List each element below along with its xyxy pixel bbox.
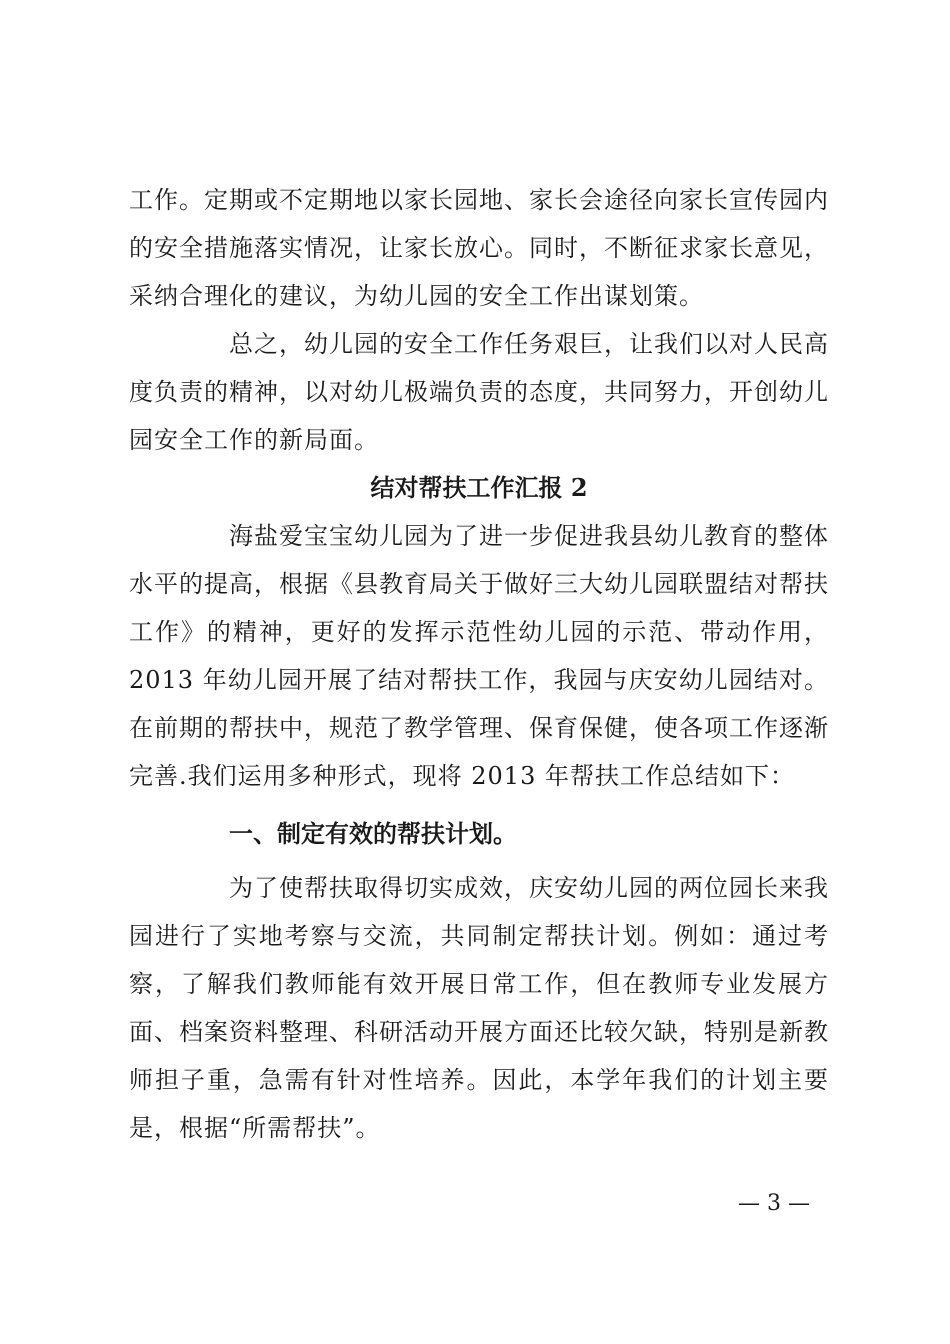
- paragraph-continuation: 工作。定期或不定期地以家长园地、家长会途径向家长宣传园内的安全措施落实情况，让家长放心。同时，不断征求家长意见，采纳合理化的建议，为幼儿园的安全工作出谋划策。: [129, 186, 829, 310]
- paragraph-conclusion: 总之，幼儿园的安全工作任务艰巨，让我们以对人民高度负责的精神，以对幼儿极端负责的态度，共同努力，开创幼儿园安全工作的新局面。: [129, 330, 829, 454]
- paragraph-intro: 海盐爱宝宝幼儿园为了进一步促进我县幼儿教育的整体水平的提高，根据《县教育局关于做好三大幼儿园联盟结对帮扶工作》的精神，更好的发挥示范性幼儿园的示范、带动作用，2013 年幼儿园开展了结对帮扶工作，我园与庆安幼儿园结对。在前期的帮扶中，规范了教学管理、保育保健，使各项工作逐渐完善.我们运用多种形式，现将 2013 年帮扶工作总结如下：: [129, 522, 829, 790]
- paragraph-plan: 为了使帮扶取得切实成效，庆安幼儿园的两位园长来我园进行了实地考察与交流，共同制定帮扶计划。例如：通过考察，了解我们教师能有效开展日常工作，但在教师专业发展方面、档案资料整理、科研活动开展方面还比较欠缺，特别是新教师担子重，急需有针对性培养。因此，本学年我们的计划主要是，根据“所需帮扶”。: [129, 874, 829, 1142]
- document-title: 结对帮扶工作汇报 2: [370, 473, 588, 502]
- document-body: [129, 176, 829, 1152]
- page-number: — 3 —: [738, 1191, 810, 1216]
- section-heading-1: 一、制定有效的帮扶计划。: [229, 820, 517, 848]
